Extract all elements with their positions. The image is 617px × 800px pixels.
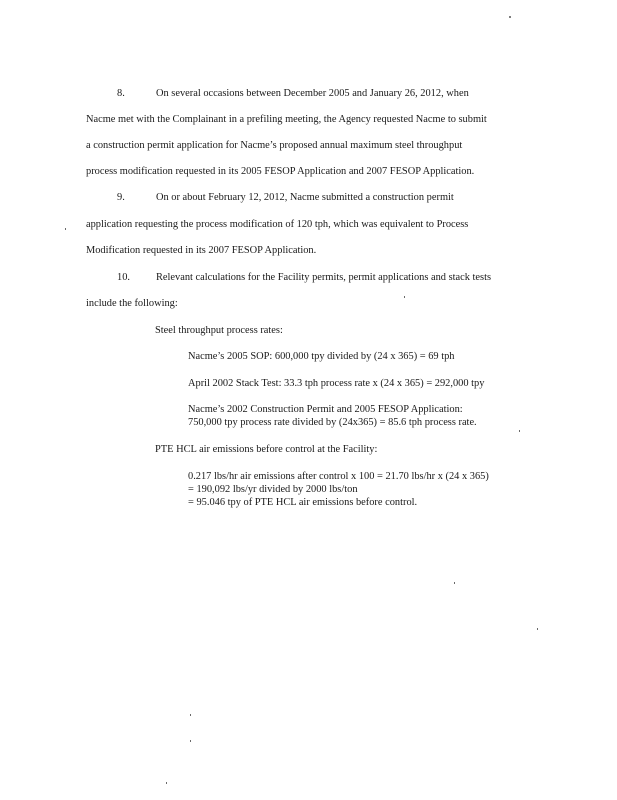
paragraph-8-line-2: Nacme met with the Complainant in a prefiling meeting, the Agency requested Nacme to submit: [86, 114, 487, 125]
hcl-calc-line-2: = 190,092 lbs/yr divided by 2000 lbs/ton: [188, 484, 358, 495]
paragraph-8-line-3: a construction permit application for Nacme’s proposed annual maximum steel throughput: [86, 140, 463, 151]
paragraph-9-line-3: Modification requested in its 2007 FESOP Application.: [86, 245, 317, 256]
steel-calc-2005-sop: Nacme’s 2005 SOP: 600,000 tpy divided by (24 x 365) = 69 tph: [188, 351, 455, 362]
paragraph-9-line-2: application requesting the process modification of 120 tph, which was equivalent to Process: [86, 219, 469, 230]
steel-throughput-heading: Steel throughput process rates:: [155, 325, 283, 336]
steel-calc-2002-permit-heading: Nacme’s 2002 Construction Permit and 2005 FESOP Application:: [188, 404, 463, 415]
hcl-emissions-heading: PTE HCL air emissions before control at the Facility:: [155, 444, 378, 455]
paragraph-8-number: 8.: [117, 88, 125, 99]
steel-calc-2002-permit-value: 750,000 tpy process rate divided by (24x365) = 85.6 tph process rate.: [188, 417, 477, 428]
paragraph-10-line-1: Relevant calculations for the Facility permits, permit applications and stack tests: [156, 272, 492, 283]
hcl-calc-line-3: = 95.046 tpy of PTE HCL air emissions before control.: [188, 497, 418, 508]
scan-speck: [404, 296, 405, 298]
paragraph-9-number: 9.: [117, 192, 125, 203]
scan-speck: [166, 782, 167, 784]
paragraph-8-line-1: On several occasions between December 2005 and January 26, 2012, when: [156, 88, 469, 99]
scan-speck: [454, 582, 455, 584]
hcl-calc-line-1: 0.217 lbs/hr air emissions after control x 100 = 21.70 lbs/hr x (24 x 365): [188, 471, 489, 482]
scan-speck: [537, 628, 538, 630]
paragraph-10-line-2: include the following:: [86, 298, 178, 309]
paragraph-9-line-1: On or about February 12, 2012, Nacme submitted a construction permit: [156, 192, 454, 203]
scan-speck: [190, 740, 191, 742]
paragraph-10-number: 10.: [117, 272, 130, 283]
steel-calc-2002-stack-test: April 2002 Stack Test: 33.3 tph process rate x (24 x 365) = 292,000 tpy: [188, 378, 485, 389]
scan-speck: [509, 16, 511, 18]
paragraph-8-line-4: process modification requested in its 2005 FESOP Application and 2007 FESOP Application.: [86, 166, 475, 177]
scan-speck: [519, 430, 520, 432]
scan-speck: [65, 228, 66, 230]
scan-speck: [190, 714, 191, 716]
